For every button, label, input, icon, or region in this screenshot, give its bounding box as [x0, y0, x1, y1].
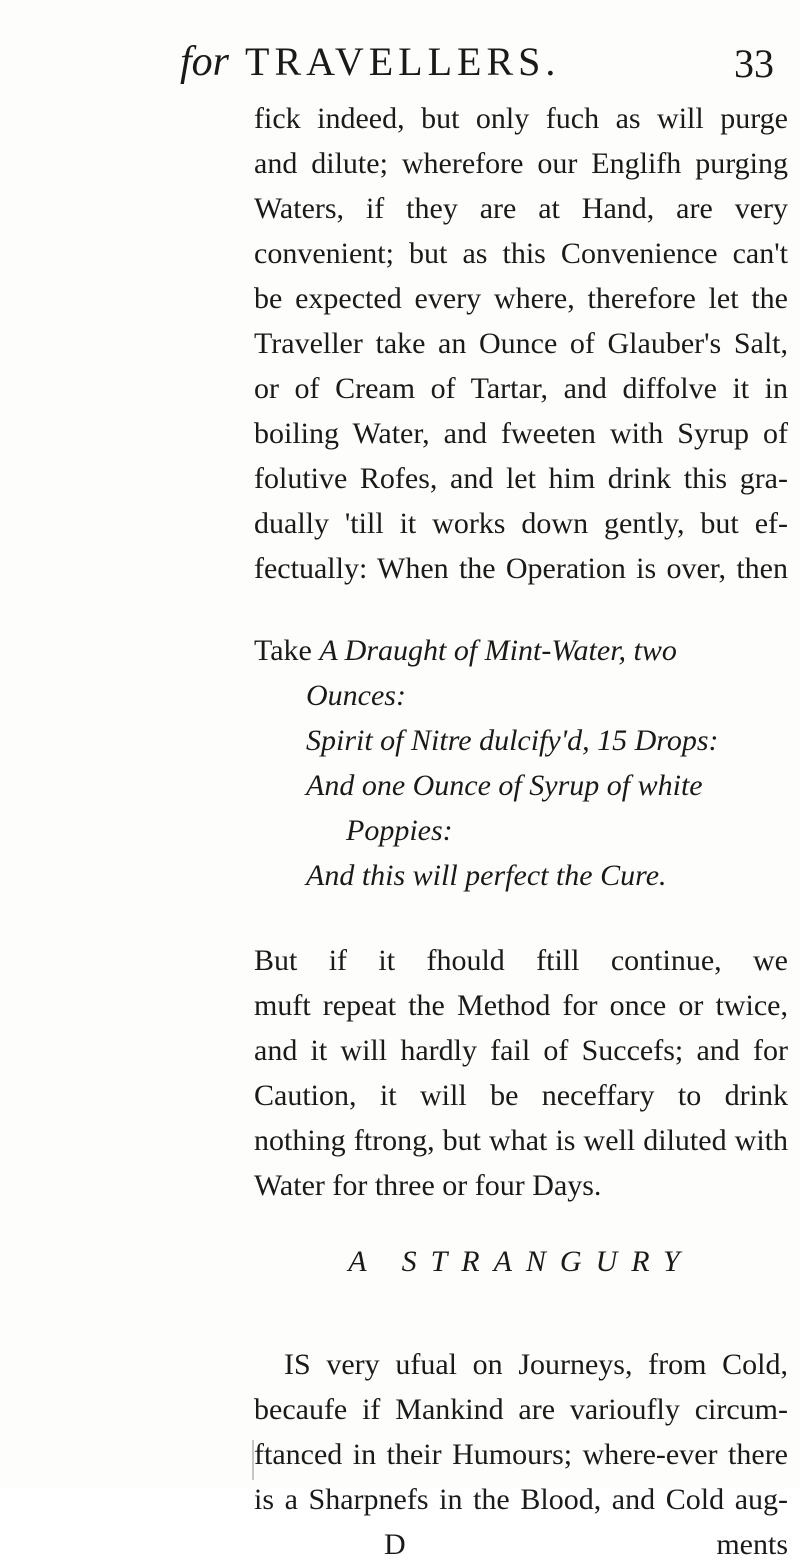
page-number: 33	[734, 41, 774, 86]
text-line: becaufe if Mankind are varioufly circum-	[254, 1393, 788, 1426]
section-heading: A STRANGURY	[348, 1245, 694, 1278]
paragraph-1	[254, 96, 788, 591]
paragraph-3	[254, 1342, 788, 1567]
text-line: and dilute; wherefore our Englifh purging	[254, 147, 788, 180]
text-line: muft repeat the Method for once or twice,	[254, 989, 788, 1022]
recipe-line: Poppies:	[346, 814, 453, 847]
text-line: ftanced in their Humours; where-ever there	[254, 1438, 788, 1471]
text-line: dually 'till it works down gently, but ef-	[254, 507, 788, 540]
recipe-line: A Draught of Mint-Water, two	[319, 634, 677, 667]
text-line: and it will hardly fail of Succefs; and for	[254, 1034, 788, 1067]
recipe-line: And this will perfect the Cure.	[306, 859, 667, 892]
text-line: fectually: When the Operation is over, then	[254, 552, 788, 585]
recipe-line: And one Ounce of Syrup of white	[306, 769, 703, 802]
header-title: TRAVELLERS.	[245, 39, 561, 84]
recipe-block	[254, 628, 788, 898]
text-line: or of Cream of Tartar, and diffolve it in	[254, 372, 788, 405]
page-edge-mark	[252, 1440, 254, 1480]
text-line: is a Sharpnefs in the Blood, and Cold aug-	[254, 1483, 788, 1516]
text-line: IS very ufual on Journeys, from Cold,	[284, 1348, 788, 1381]
recipe-take: Take	[254, 634, 312, 667]
catchword: ments	[716, 1528, 788, 1561]
signature-mark: D	[384, 1528, 406, 1561]
text-line: Traveller take an Ounce of Glauber's Salt,	[254, 327, 788, 360]
paragraph-2	[254, 938, 788, 1208]
text-line: Caution, it will be neceffary to drink	[254, 1079, 788, 1112]
text-line: be expected every where, therefore let the	[254, 282, 788, 315]
recipe-line: Spirit of Nitre dulcify'd, 15 Drops:	[306, 724, 719, 757]
text-line: nothing ftrong, but what is well diluted with	[254, 1124, 788, 1157]
text-line: Water for three or four Days.	[254, 1169, 602, 1202]
header-for: for	[180, 39, 230, 85]
text-line: folutive Rofes, and let him drink this gra-	[254, 462, 788, 495]
signature-line	[254, 1522, 788, 1567]
recipe-line: Ounces:	[306, 679, 406, 712]
text-line: fick indeed, but only fuch as will purge	[254, 102, 788, 135]
text-line: But if it fhould ftill continue, we	[254, 944, 788, 977]
text-line: boiling Water, and fweeten with Syrup of	[254, 417, 788, 450]
text-line: Waters, if they are at Hand, are very	[254, 192, 788, 225]
text-line: convenient; but as this Convenience can't	[254, 237, 788, 270]
